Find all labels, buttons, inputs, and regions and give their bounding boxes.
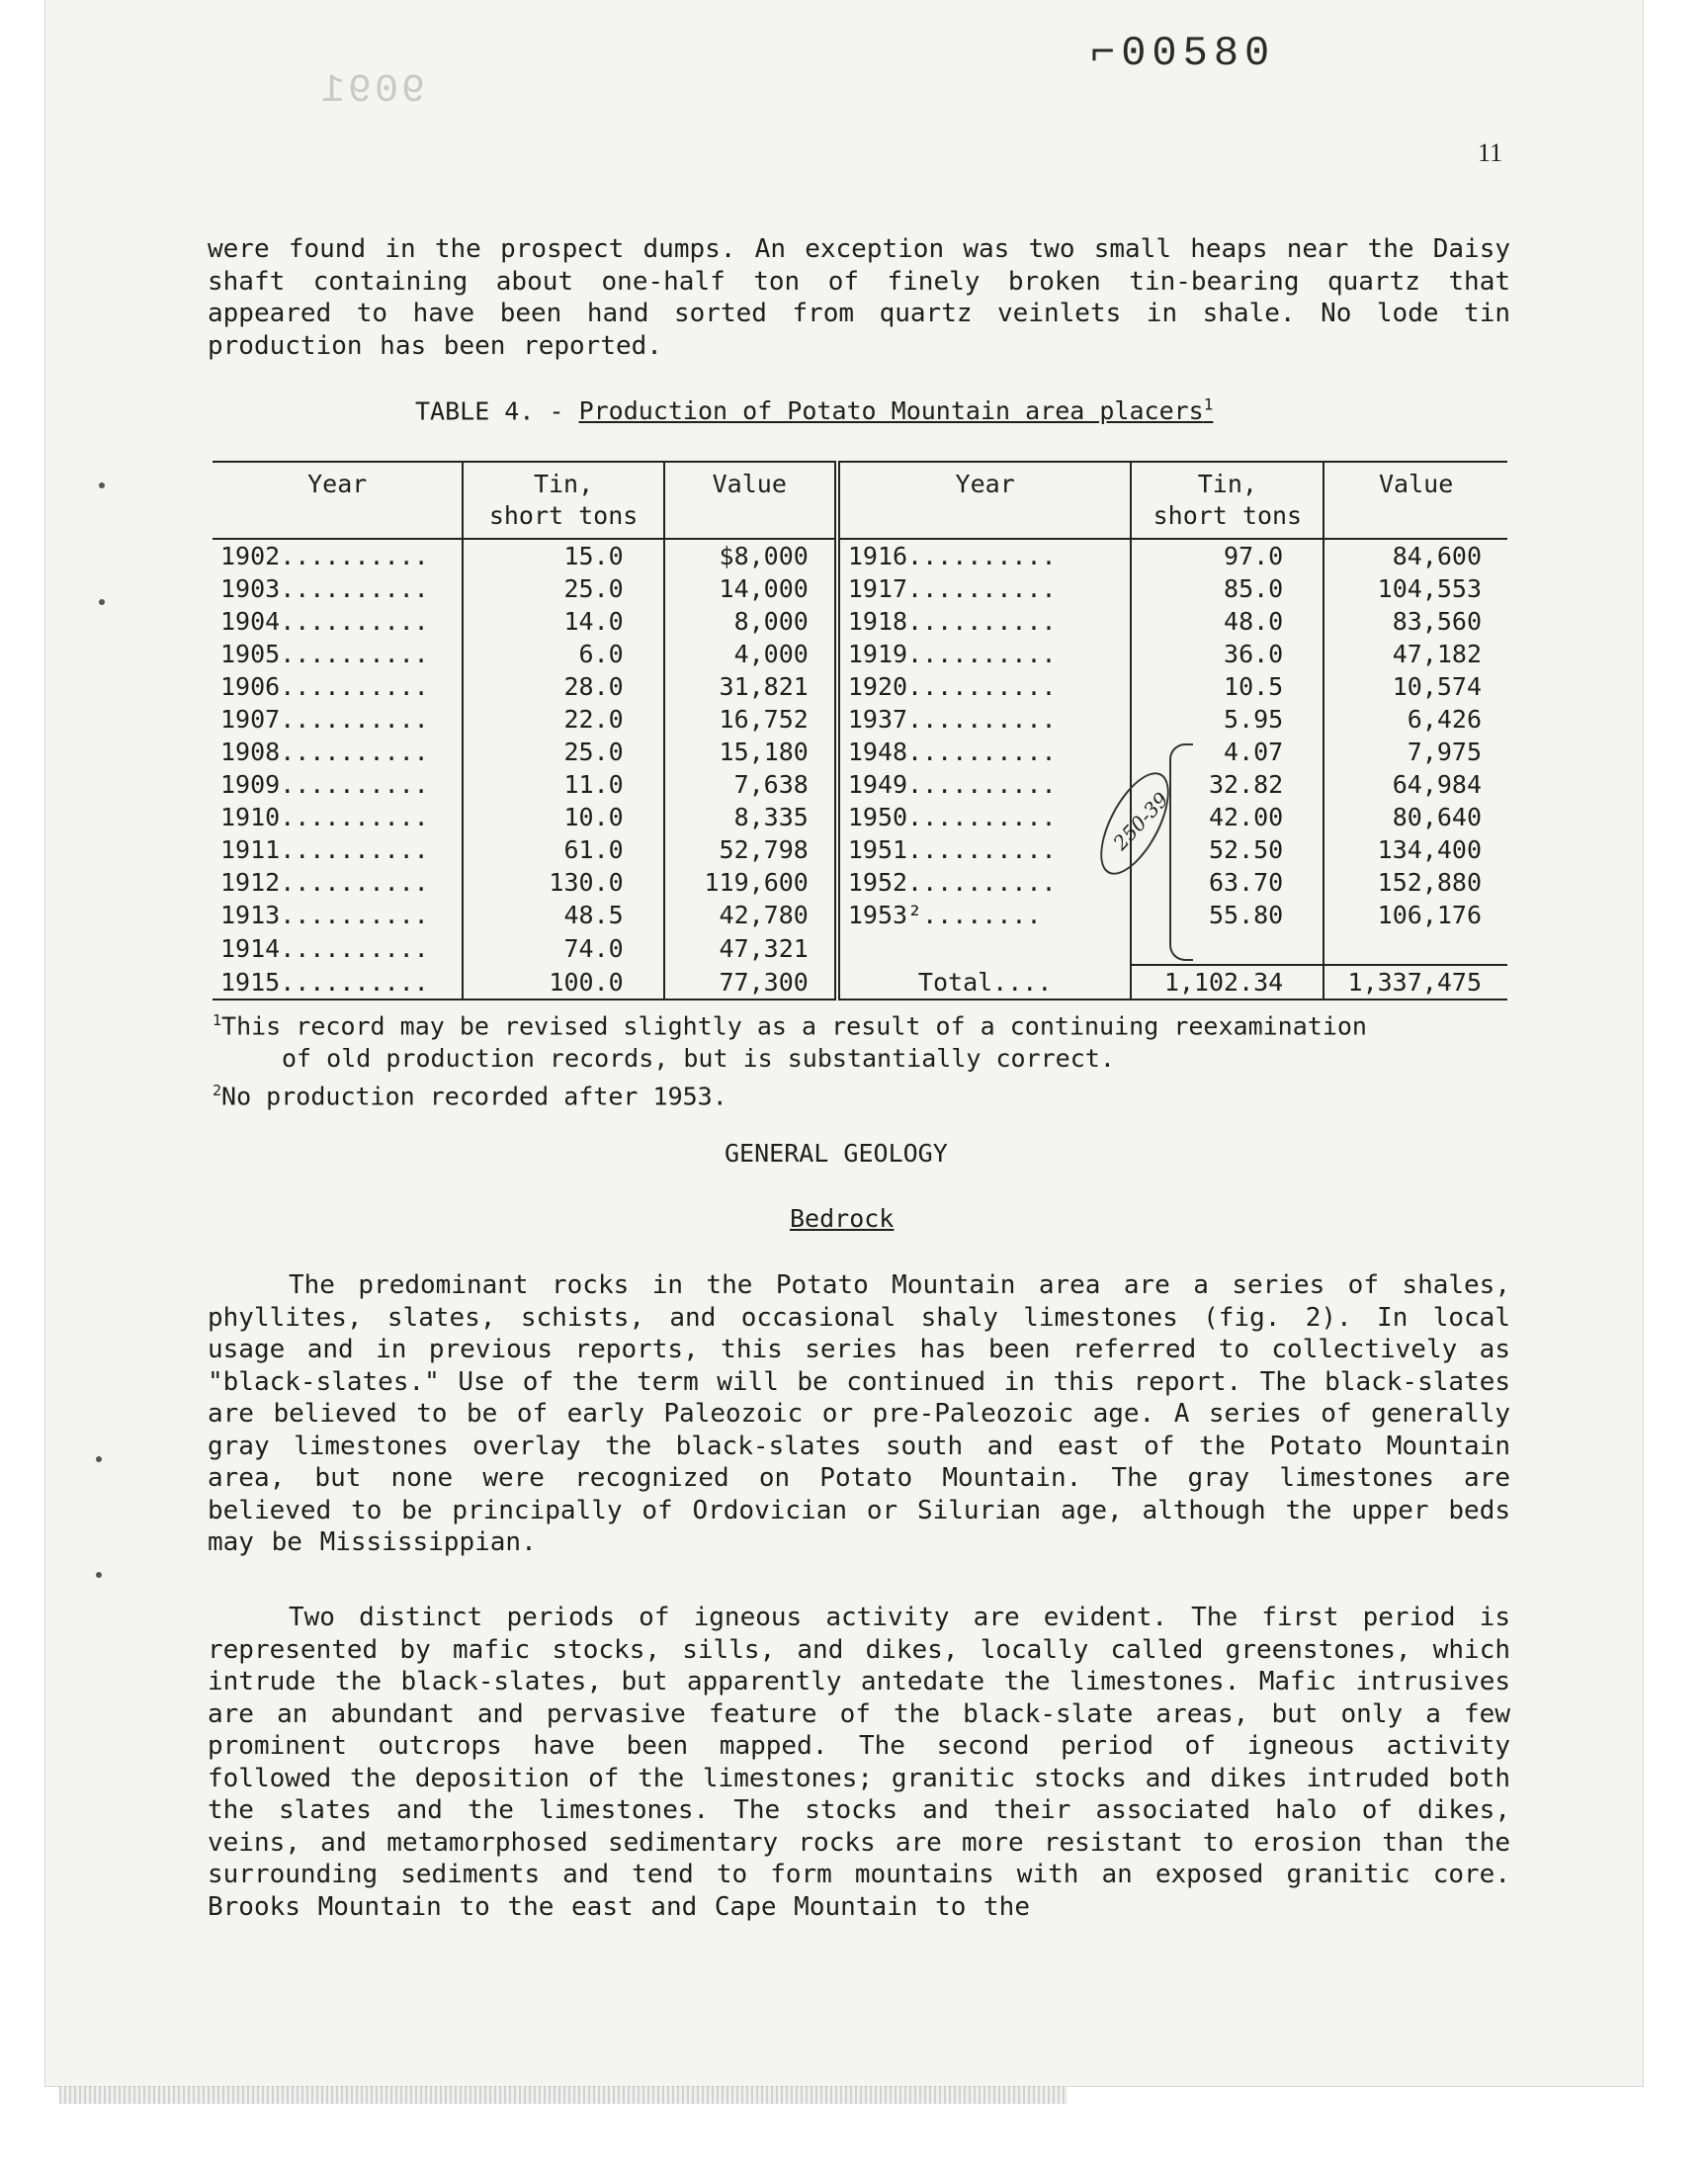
year-cell: 1937.......... [837,703,1132,736]
value-cell: 106,176 [1324,899,1507,931]
table-row [213,866,1507,899]
value-cell: 8,335 [664,801,837,833]
tin-cell: 14.0 [463,605,663,638]
scan-edge-strip [59,2086,1068,2104]
subsection-heading: Bedrock [790,1204,895,1233]
tin-cell: 6.0 [463,638,663,670]
total-tin-cell: 1,102.34 [1131,965,1324,1000]
table-row [213,539,1507,572]
tin-cell: 32.82 [1131,768,1324,801]
scan-speck [96,1456,102,1462]
production-table [213,461,1507,1000]
table-row [213,572,1507,605]
year-cell: 1906.......... [220,672,429,701]
year-cell: 1914.......... [220,933,429,963]
year-cell: 1907.......... [220,705,429,734]
year-cell: 1918.......... [837,605,1132,638]
tin-cell: 55.80 [1131,899,1324,931]
total-value-cell: 1,337,475 [1324,965,1507,1000]
tin-cell: 130.0 [463,866,663,899]
value-cell: 84,600 [1324,539,1507,572]
header-value-left: Value [664,462,837,539]
tin-cell: 25.0 [463,736,663,768]
value-cell: 134,400 [1324,833,1507,866]
year-cell: 1952.......... [837,866,1132,899]
tin-cell: 61.0 [463,833,663,866]
header-year-right: Year [837,462,1132,539]
tin-cell: 5.95 [1131,703,1324,736]
value-cell: 6,426 [1324,703,1507,736]
value-cell: 47,321 [664,931,837,965]
tin-cell: 28.0 [463,670,663,703]
year-cell: 1902.......... [220,542,429,570]
year-cell: 1953²........ [837,899,1132,931]
tin-cell: 25.0 [463,572,663,605]
table-row [213,801,1507,833]
table-row [213,638,1507,670]
bleed-through-id: 9091 [318,69,426,114]
year-cell: 1948.......... [837,736,1132,768]
value-cell: 8,000 [664,605,837,638]
value-cell: 16,752 [664,703,837,736]
igneous-paragraph: Two distinct periods of igneous activity are evident. The first period is represented by mafic stocks, sills, and dikes, locally called greenstones, which intrude the black-slates, but apparently antedate the limestones. Mafic intrusives are an abundant and pervasive feature of the black-slate areas, but only a few prominent outcrops have been mapped. The second period of igneous activity followed the deposition of the limestones; granitic stocks and dikes intruded both the slates and the limestones. The stocks and their associated halo of dikes, veins, and metamorphosed sedimentary rocks are more resistant to erosion than the surrounding sediments and tend to form mountains with an exposed granitic core. Brooks Mountain to the east and Cape Mountain to the [208,1603,1510,1922]
header-tin-right: Tin, short tons [1131,462,1324,539]
table-row [213,833,1507,866]
intro-paragraph: were found in the prospect dumps. An exception was two small heaps near the Daisy shaft containing about one-half ton of finely broken tin-bearing quartz that appeared to have been hand sorted from quartz veinlets in shale. No lode tin production has been reported. [208,234,1510,361]
tin-cell: 74.0 [463,931,663,965]
scan-speck [99,482,105,488]
tin-cell: 100.0 [463,965,663,1000]
value-cell: 104,553 [1324,572,1507,605]
document-id-stamp: ⌐00580 [1090,30,1276,77]
scan-speck [96,1572,102,1578]
year-cell: 1949.......... [837,768,1132,801]
bedrock-paragraph: The predominant rocks in the Potato Mountain area are a series of shales, phyllites, slates, schists, and occasional shaly limestones (fig. 2). In local usage and in previous reports, this series has been referred to collectively as "black-slates." Use of the term will be continued in this report. The black-slates are believed to be of early Paleozoic or pre-Paleozoic age. A series of generally gray limestones overlay the black-slates south and east of the Potato Mountain area, but none were recognized on Potato Mountain. The gray limestones are believed to be principally of Ordovician or Silurian age, although the upper beds may be Mississippian. [208,1270,1510,1557]
tin-cell: 4.07 [1131,736,1324,768]
year-cell: 1908.......... [220,738,429,766]
value-cell: 42,780 [664,899,837,931]
value-cell: 7,975 [1324,736,1507,768]
table-row [213,899,1507,931]
handwritten-circled-note: 250-39 [1086,762,1183,885]
year-cell: 1903.......... [220,574,429,603]
empty-cell [1324,931,1507,965]
value-cell: 52,798 [664,833,837,866]
table-row [213,605,1507,638]
year-cell: 1915.......... [220,967,429,997]
year-cell: 1919.......... [837,638,1132,670]
year-cell: 1917.......... [837,572,1132,605]
value-cell: 14,000 [664,572,837,605]
value-cell: 80,640 [1324,801,1507,833]
table-row [213,703,1507,736]
tin-cell: 10.0 [463,801,663,833]
year-cell: 1916.......... [837,539,1132,572]
header-year-left: Year [213,462,463,539]
value-cell: 31,821 [664,670,837,703]
tin-cell: 42.00 [1131,801,1324,833]
table-row [213,768,1507,801]
footnote-2: $^2$No production recorded after 1953. [213,1082,727,1111]
empty-cell [837,931,1132,965]
tin-cell: 63.70 [1131,866,1324,899]
tin-cell: 22.0 [463,703,663,736]
tin-cell: 52.50 [1131,833,1324,866]
tin-cell: 85.0 [1131,572,1324,605]
value-cell: $8,000 [664,539,837,572]
tin-cell: 48.5 [463,899,663,931]
tin-cell: 36.0 [1131,638,1324,670]
year-cell: 1904.......... [220,607,429,636]
header-value-right: Value [1324,462,1507,539]
value-cell: 119,600 [664,866,837,899]
tin-cell: 15.0 [463,539,663,572]
value-cell: 152,880 [1324,866,1507,899]
footnote-1: $^1$This record may be revised slightly as a result of a continuing reexamination [213,1011,1367,1041]
table-footnotes [213,1004,1517,1113]
tin-cell: 11.0 [463,768,663,801]
table-row [213,965,1507,1000]
table-row [213,670,1507,703]
section-heading: GENERAL GEOLOGY [725,1139,948,1168]
page-number: 11 [1478,138,1503,167]
year-cell: 1912.......... [220,868,429,897]
table-title-prefix: TABLE 4. - [415,396,579,426]
tin-cell: 10.5 [1131,670,1324,703]
year-cell: 1920.......... [837,670,1132,703]
value-cell: 10,574 [1324,670,1507,703]
value-cell: 83,560 [1324,605,1507,638]
year-cell: 1905.......... [220,640,429,668]
tin-cell: 48.0 [1131,605,1324,638]
empty-cell [1131,931,1324,965]
value-cell: 15,180 [664,736,837,768]
scan-speck [99,599,105,605]
value-cell: 64,984 [1324,768,1507,801]
value-cell: 47,182 [1324,638,1507,670]
year-cell: 1913.......... [220,901,429,929]
table-row [213,931,1507,965]
footnote-1-continued: of old production records, but is substantially correct. [282,1044,1115,1074]
handwritten-bracket [1169,743,1193,961]
header-tin-left: Tin, short tons [463,462,663,539]
value-cell: 77,300 [664,965,837,1000]
tin-cell: 97.0 [1131,539,1324,572]
year-cell: 1910.......... [220,803,429,831]
table-header-row [213,462,1507,539]
year-cell: 1950.......... [837,801,1132,833]
table-title-main: Production of Potato Mountain area placers$^1$ [578,395,1214,426]
year-cell: 1951.......... [837,833,1132,866]
value-cell: 4,000 [664,638,837,670]
table-row [213,736,1507,768]
year-cell: 1909.......... [220,770,429,799]
year-cell: 1911.......... [220,835,429,864]
total-label: Total.... [837,965,1132,1000]
table-title [415,395,1213,425]
value-cell: 7,638 [664,768,837,801]
